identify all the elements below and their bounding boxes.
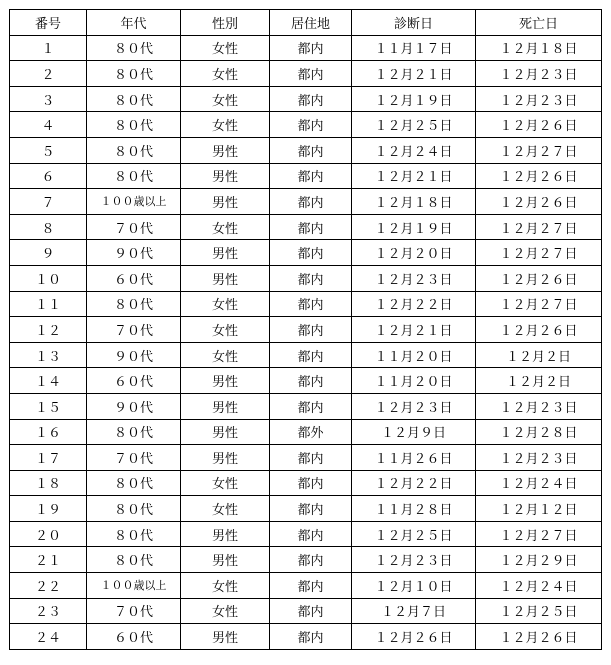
table-row <box>10 547 602 573</box>
cell-death-date: １２月２４日 <box>476 573 602 599</box>
cell-number: ４ <box>10 112 87 138</box>
cell-diagnosis-date: １２月２４日 <box>352 137 476 163</box>
cell-residence: 都内 <box>270 445 352 471</box>
cell-diagnosis-date: １１月２０日 <box>352 368 476 394</box>
cell-age-group: ８０代 <box>87 163 181 189</box>
cell-sex: 男性 <box>181 368 270 394</box>
cell-age-group: ６０代 <box>87 265 181 291</box>
cell-sex: 女性 <box>181 470 270 496</box>
cell-number: ６ <box>10 163 87 189</box>
cell-diagnosis-date: １２月７日 <box>352 598 476 624</box>
cell-death-date: １２月２６日 <box>476 112 602 138</box>
cell-residence: 都外 <box>270 419 352 445</box>
cell-number: ２３ <box>10 598 87 624</box>
cell-diagnosis-date: １２月２６日 <box>352 624 476 650</box>
cell-death-date: １２月２３日 <box>476 61 602 87</box>
cell-number: ２ <box>10 61 87 87</box>
cell-age-group: ８０代 <box>87 35 181 61</box>
deaths-table <box>9 9 602 650</box>
table-row <box>10 342 602 368</box>
header-number: 番号 <box>10 10 87 36</box>
cell-diagnosis-date: １２月１０日 <box>352 573 476 599</box>
cell-sex: 男性 <box>181 137 270 163</box>
header-death-date: 死亡日 <box>476 10 602 36</box>
cell-age-group: ８０代 <box>87 291 181 317</box>
cell-sex: 女性 <box>181 86 270 112</box>
table-row <box>10 112 602 138</box>
cell-diagnosis-date: １２月２１日 <box>352 61 476 87</box>
cell-sex: 女性 <box>181 214 270 240</box>
header-diagnosis-date: 診断日 <box>352 10 476 36</box>
cell-diagnosis-date: １２月２３日 <box>352 547 476 573</box>
cell-number: １８ <box>10 470 87 496</box>
cell-diagnosis-date: １２月１９日 <box>352 214 476 240</box>
table-row <box>10 496 602 522</box>
cell-age-group: ８０代 <box>87 112 181 138</box>
table-row <box>10 214 602 240</box>
table-row <box>10 521 602 547</box>
cell-age-group: ７０代 <box>87 445 181 471</box>
cell-diagnosis-date: １１月２８日 <box>352 496 476 522</box>
cell-age-group: ８０代 <box>87 419 181 445</box>
table-header-row <box>10 10 602 36</box>
cell-age-group: ９０代 <box>87 342 181 368</box>
cell-sex: 女性 <box>181 342 270 368</box>
cell-age-group: ８０代 <box>87 61 181 87</box>
cell-death-date: １２月２５日 <box>476 598 602 624</box>
table-row <box>10 368 602 394</box>
cell-death-date: １２月２６日 <box>476 317 602 343</box>
cell-number: １０ <box>10 265 87 291</box>
cell-age-group: ８０代 <box>87 470 181 496</box>
cell-residence: 都内 <box>270 573 352 599</box>
table-row <box>10 86 602 112</box>
cell-diagnosis-date: １２月２０日 <box>352 240 476 266</box>
cell-diagnosis-date: １２月２２日 <box>352 291 476 317</box>
cell-residence: 都内 <box>270 393 352 419</box>
cell-residence: 都内 <box>270 624 352 650</box>
cell-age-group: ８０代 <box>87 521 181 547</box>
cell-number: ７ <box>10 189 87 215</box>
cell-number: ２０ <box>10 521 87 547</box>
cell-age-group: ８０代 <box>87 547 181 573</box>
table-row <box>10 291 602 317</box>
cell-death-date: １２月２７日 <box>476 291 602 317</box>
cell-death-date: １２月２７日 <box>476 240 602 266</box>
cell-number: １４ <box>10 368 87 394</box>
table-body <box>10 35 602 649</box>
cell-age-group: ７０代 <box>87 598 181 624</box>
cell-residence: 都内 <box>270 598 352 624</box>
table-row <box>10 419 602 445</box>
table-row <box>10 35 602 61</box>
cell-diagnosis-date: １２月２５日 <box>352 112 476 138</box>
cell-number: ８ <box>10 214 87 240</box>
cell-sex: 女性 <box>181 61 270 87</box>
cell-number: １１ <box>10 291 87 317</box>
cell-diagnosis-date: １２月９日 <box>352 419 476 445</box>
cell-number: １５ <box>10 393 87 419</box>
cell-death-date: １２月２３日 <box>476 86 602 112</box>
cell-sex: 女性 <box>181 112 270 138</box>
cell-sex: 女性 <box>181 291 270 317</box>
table-row <box>10 317 602 343</box>
cell-death-date: １２月１２日 <box>476 496 602 522</box>
cell-sex: 女性 <box>181 35 270 61</box>
cell-age-group: ６０代 <box>87 368 181 394</box>
cell-sex: 男性 <box>181 547 270 573</box>
cell-residence: 都内 <box>270 86 352 112</box>
cell-sex: 男性 <box>181 521 270 547</box>
cell-number: ９ <box>10 240 87 266</box>
cell-residence: 都内 <box>270 189 352 215</box>
cell-death-date: １２月２７日 <box>476 521 602 547</box>
table-row <box>10 470 602 496</box>
cell-death-date: １２月２７日 <box>476 137 602 163</box>
cell-diagnosis-date: １２月２３日 <box>352 393 476 419</box>
cell-sex: 男性 <box>181 445 270 471</box>
cell-number: １９ <box>10 496 87 522</box>
cell-number: １ <box>10 35 87 61</box>
cell-age-group: ８０代 <box>87 496 181 522</box>
cell-death-date: １２月２３日 <box>476 445 602 471</box>
cell-diagnosis-date: １１月１７日 <box>352 35 476 61</box>
cell-residence: 都内 <box>270 61 352 87</box>
cell-death-date: １２月２６日 <box>476 189 602 215</box>
cell-residence: 都内 <box>270 496 352 522</box>
cell-death-date: １２月２３日 <box>476 393 602 419</box>
cell-diagnosis-date: １２月２２日 <box>352 470 476 496</box>
cell-age-group: ９０代 <box>87 240 181 266</box>
cell-age-group: ８０代 <box>87 137 181 163</box>
cell-diagnosis-date: １１月２０日 <box>352 342 476 368</box>
cell-age-group: １００歳以上 <box>87 189 181 215</box>
table-row <box>10 137 602 163</box>
cell-sex: 男性 <box>181 240 270 266</box>
cell-diagnosis-date: １１月２６日 <box>352 445 476 471</box>
cell-residence: 都内 <box>270 521 352 547</box>
table-row <box>10 265 602 291</box>
cell-number: ２４ <box>10 624 87 650</box>
cell-number: １７ <box>10 445 87 471</box>
cell-death-date: １２月２６日 <box>476 163 602 189</box>
cell-number: １２ <box>10 317 87 343</box>
header-age-group: 年代 <box>87 10 181 36</box>
cell-residence: 都内 <box>270 470 352 496</box>
cell-sex: 女性 <box>181 317 270 343</box>
cell-residence: 都内 <box>270 317 352 343</box>
cell-residence: 都内 <box>270 240 352 266</box>
header-sex: 性別 <box>181 10 270 36</box>
cell-residence: 都内 <box>270 368 352 394</box>
cell-diagnosis-date: １２月２３日 <box>352 265 476 291</box>
cell-death-date: １２月２６日 <box>476 265 602 291</box>
cell-residence: 都内 <box>270 547 352 573</box>
cell-number: ３ <box>10 86 87 112</box>
cell-age-group: ７０代 <box>87 317 181 343</box>
table-row <box>10 393 602 419</box>
cell-residence: 都内 <box>270 112 352 138</box>
cell-death-date: １２月２日 <box>476 342 602 368</box>
cell-residence: 都内 <box>270 291 352 317</box>
cell-age-group: ９０代 <box>87 393 181 419</box>
cell-number: ５ <box>10 137 87 163</box>
cell-sex: 女性 <box>181 573 270 599</box>
table-row <box>10 624 602 650</box>
table-row <box>10 189 602 215</box>
table-row <box>10 61 602 87</box>
cell-death-date: １２月２４日 <box>476 470 602 496</box>
cell-death-date: １２月２６日 <box>476 624 602 650</box>
table-row <box>10 598 602 624</box>
table-row <box>10 573 602 599</box>
cell-residence: 都内 <box>270 342 352 368</box>
cell-number: １３ <box>10 342 87 368</box>
cell-diagnosis-date: １２月１９日 <box>352 86 476 112</box>
cell-sex: 男性 <box>181 419 270 445</box>
cell-diagnosis-date: １２月２１日 <box>352 317 476 343</box>
cell-residence: 都内 <box>270 214 352 240</box>
cell-sex: 男性 <box>181 265 270 291</box>
cell-residence: 都内 <box>270 35 352 61</box>
cell-death-date: １２月２日 <box>476 368 602 394</box>
cell-death-date: １２月２７日 <box>476 214 602 240</box>
cell-age-group: ６０代 <box>87 624 181 650</box>
cell-diagnosis-date: １２月２１日 <box>352 163 476 189</box>
table-row <box>10 163 602 189</box>
cell-death-date: １２月１８日 <box>476 35 602 61</box>
table-row <box>10 445 602 471</box>
cell-sex: 男性 <box>181 393 270 419</box>
cell-age-group: １００歳以上 <box>87 573 181 599</box>
cell-sex: 男性 <box>181 163 270 189</box>
cell-age-group: ７０代 <box>87 214 181 240</box>
cell-number: ２２ <box>10 573 87 599</box>
cell-residence: 都内 <box>270 163 352 189</box>
cell-diagnosis-date: １２月１８日 <box>352 189 476 215</box>
cell-death-date: １２月２９日 <box>476 547 602 573</box>
cell-number: ２１ <box>10 547 87 573</box>
cell-death-date: １２月２８日 <box>476 419 602 445</box>
cell-residence: 都内 <box>270 137 352 163</box>
cell-diagnosis-date: １２月２５日 <box>352 521 476 547</box>
cell-sex: 女性 <box>181 598 270 624</box>
table-row <box>10 240 602 266</box>
cell-number: １６ <box>10 419 87 445</box>
cell-sex: 男性 <box>181 189 270 215</box>
cell-sex: 女性 <box>181 496 270 522</box>
cell-age-group: ８０代 <box>87 86 181 112</box>
header-residence: 居住地 <box>270 10 352 36</box>
cell-residence: 都内 <box>270 265 352 291</box>
cell-sex: 男性 <box>181 624 270 650</box>
